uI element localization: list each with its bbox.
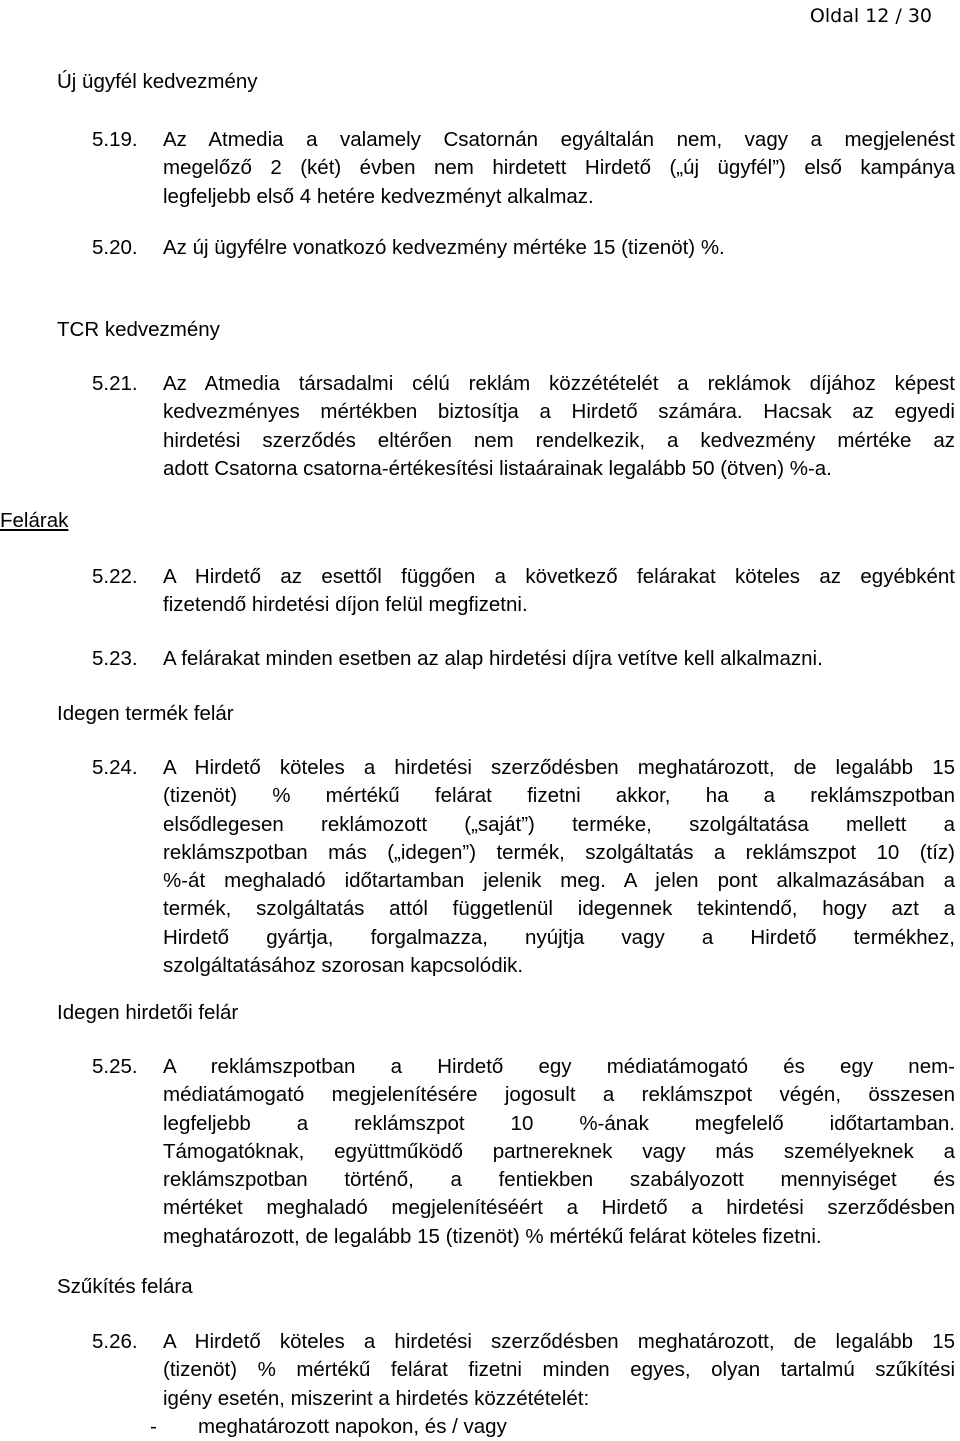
paragraph-line: Az Atmedia a valamely Csatornán egyáltalán nem, vagy a megjelenést bbox=[163, 128, 955, 151]
paragraph-number: 5.21. bbox=[92, 372, 138, 395]
paragraph-line: Az Atmedia társadalmi célú reklám közzétételét a reklámok díjához képest bbox=[163, 372, 955, 395]
paragraph-5-25 bbox=[163, 1053, 955, 1251]
paragraph-line: elsődlegesen reklámozott („saját”) terméke, szolgáltatása mellett a bbox=[163, 812, 955, 836]
paragraph-5-20 bbox=[163, 234, 955, 262]
paragraph-number: 5.22. bbox=[92, 565, 138, 588]
paragraph-line: A Hirdető köteles a hirdetési szerződésben meghatározott, de legalább 15 bbox=[163, 756, 955, 779]
paragraph-line: %-át meghaladó időtartamban jelenik meg. A jelen pont alkalmazásában a bbox=[163, 869, 955, 893]
paragraph-line: mértéket meghaladó megjelenítéséért a Hirdető a hirdetési szerződésben bbox=[163, 1196, 955, 1220]
paragraph-line: igény esetén, miszerint a hirdetés közzétételét: bbox=[163, 1386, 590, 1410]
paragraph-line: meghatározott, de legalább 15 (tizenöt) % mértékű felárat köteles fizetni. bbox=[163, 1224, 822, 1248]
paragraph-line: (tizenöt) % mértékű felárat fizetni minden egyes, olyan tartalmú szűkítési bbox=[163, 1358, 955, 1382]
section-heading-new-client: Új ügyfél kedvezmény bbox=[57, 70, 258, 93]
paragraph-line: legfeljebb első 4 hetére kedvezményt alkalmaz. bbox=[163, 184, 594, 208]
paragraph-line: A felárakat minden esetben az alap hirdetési díjra vetítve kell alkalmazni. bbox=[163, 647, 823, 670]
list-item: meghatározott napokon, és / vagy bbox=[198, 1415, 507, 1438]
paragraph-number: 5.20. bbox=[92, 236, 138, 259]
paragraph-line: legfeljebb a reklámszpot 10 %-ának megfelelő időtartamban. bbox=[163, 1111, 955, 1135]
paragraph-line: Az új ügyfélre vonatkozó kedvezmény mértéke 15 (tizenöt) %. bbox=[163, 236, 725, 259]
list-item-marker: - bbox=[150, 1415, 157, 1438]
paragraph-5-24 bbox=[163, 754, 955, 980]
paragraph-line: reklámszpotban történő, a fentiekben szabályozott mennyiséget és bbox=[163, 1168, 955, 1192]
section-heading-tcr: TCR kedvezmény bbox=[57, 318, 220, 341]
paragraph-line: adott Csatorna csatorna-értékesítési listaárainak legalább 50 (ötven) %-a. bbox=[163, 456, 832, 480]
paragraph-5-23 bbox=[163, 645, 955, 673]
paragraph-line: termék, szolgáltatás attól függetlenül idegennek tekintendő, hogy azt a bbox=[163, 897, 955, 921]
paragraph-line: A reklámszpotban a Hirdető egy médiatámogató és egy nem- bbox=[163, 1055, 955, 1078]
side-label-felarak: Felárak bbox=[0, 509, 69, 532]
paragraph-number: 5.23. bbox=[92, 647, 138, 670]
paragraph-line: kedvezményes mértékben biztosítja a Hirdető számára. Hacsak az egyedi bbox=[163, 400, 955, 424]
paragraph-number: 5.24. bbox=[92, 756, 138, 779]
paragraph-number: 5.25. bbox=[92, 1055, 138, 1078]
page-number: Oldal 12 / 30 bbox=[809, 5, 932, 27]
paragraph-line: fizetendő hirdetési díjon felül megfizetni. bbox=[163, 593, 528, 617]
section-heading-foreign-advertiser: Idegen hirdetői felár bbox=[57, 1001, 239, 1024]
section-heading-foreign-product: Idegen termék felár bbox=[57, 702, 234, 725]
section-heading-narrowing: Szűkítés felára bbox=[57, 1275, 193, 1298]
paragraph-line: szolgáltatásához szorosan kapcsolódik. bbox=[163, 954, 524, 978]
paragraph-line: Hirdető gyártja, forgalmazza, nyújtja vagy a Hirdető termékhez, bbox=[163, 925, 955, 949]
paragraph-5-19 bbox=[163, 126, 955, 211]
paragraph-5-22 bbox=[163, 563, 955, 620]
paragraph-line: A Hirdető köteles a hirdetési szerződésben meghatározott, de legalább 15 bbox=[163, 1330, 955, 1353]
paragraph-number: 5.19. bbox=[92, 128, 138, 151]
paragraph-line: megelőző 2 (két) évben nem hirdetett Hirdető („új ügyfél”) első kampánya bbox=[163, 156, 955, 180]
paragraph-number: 5.26. bbox=[92, 1330, 138, 1353]
paragraph-5-21 bbox=[163, 370, 955, 483]
paragraph-line: hirdetési szerződés eltérően nem rendelkezik, a kedvezmény mértéke az bbox=[163, 428, 955, 452]
paragraph-line: A Hirdető az esettől függően a következő felárakat köteles az egyébként bbox=[163, 565, 955, 588]
paragraph-line: (tizenöt) % mértékű felárat fizetni akkor, ha a reklámszpotban bbox=[163, 784, 955, 808]
paragraph-5-26 bbox=[163, 1328, 955, 1413]
paragraph-line: Támogatóknak, együttműködő partnereknek vagy más személyeknek a bbox=[163, 1139, 955, 1163]
paragraph-line: médiatámogató megjelenítésére jogosult a reklámszpot végén, összesen bbox=[163, 1083, 955, 1107]
paragraph-line: reklámszpotban más („idegen”) termék, szolgáltatás a reklámszpot 10 (tíz) bbox=[163, 840, 955, 864]
